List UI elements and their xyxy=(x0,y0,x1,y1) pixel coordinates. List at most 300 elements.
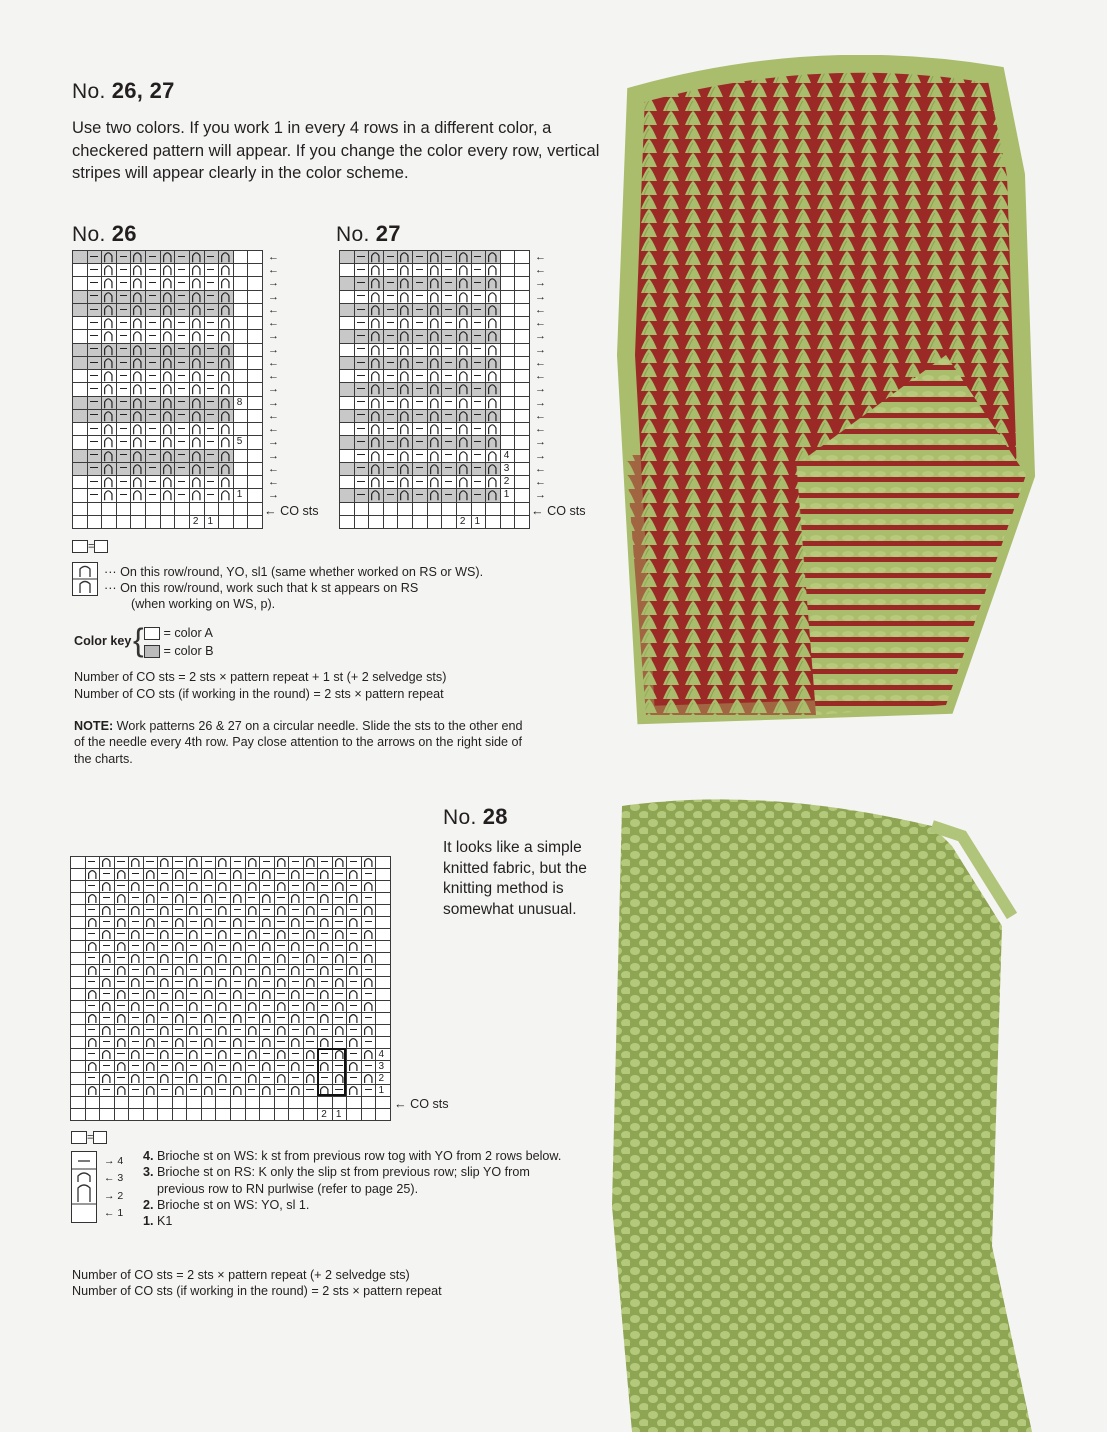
row-arrow: ← xyxy=(535,251,546,263)
brioche-arch-icon xyxy=(456,344,471,356)
chart-cell xyxy=(514,515,530,529)
chart-cell xyxy=(412,502,428,516)
chart-cell xyxy=(412,276,428,290)
dash-symbol xyxy=(277,1089,284,1090)
brioche-arch-icon xyxy=(160,423,175,435)
dash-symbol xyxy=(474,454,481,455)
brioche-arch-icon xyxy=(160,317,175,329)
dash-symbol xyxy=(120,494,127,495)
dash-symbol xyxy=(120,375,127,376)
dash-symbol xyxy=(103,945,110,946)
brioche-arch-icon xyxy=(101,277,116,289)
brioche-arch-icon xyxy=(456,436,471,448)
chart-cell xyxy=(514,316,530,330)
chart-cell xyxy=(368,502,384,516)
chart-cell xyxy=(174,356,190,370)
dash-symbol xyxy=(416,282,423,283)
brioche-arch-icon xyxy=(259,1085,274,1096)
chart-cell xyxy=(204,409,220,423)
brioche-arch-icon xyxy=(397,476,412,488)
brioche-arch-icon xyxy=(99,1025,114,1036)
dash-symbol xyxy=(335,873,342,874)
brioche-arch-icon xyxy=(218,463,233,475)
brioche-arch-icon xyxy=(186,1073,201,1084)
dash-symbol xyxy=(103,921,110,922)
chart-cell xyxy=(339,502,355,516)
chart-cell xyxy=(354,290,370,304)
dash-symbol xyxy=(132,1089,139,1090)
brioche-arch-icon xyxy=(218,330,233,342)
brioche-arch-icon xyxy=(230,1061,245,1072)
chart-cell xyxy=(412,356,428,370)
brioche-arch-icon xyxy=(172,893,187,904)
chart-cell xyxy=(441,303,457,317)
chart-cell xyxy=(204,475,220,489)
brioche-arch-icon xyxy=(368,291,383,303)
chart-cell xyxy=(339,303,355,317)
brioche-arch-icon xyxy=(397,304,412,316)
brioche-arch-icon xyxy=(259,893,274,904)
dash-symbol xyxy=(321,861,328,862)
dash-symbol xyxy=(132,1065,139,1066)
brioche-arch-icon xyxy=(230,965,245,976)
dash-symbol xyxy=(90,481,97,482)
brioche-arch-icon xyxy=(456,330,471,342)
brioche-arch-icon xyxy=(346,869,361,880)
brioche-arch-icon xyxy=(218,317,233,329)
chart-cell xyxy=(145,369,161,383)
dash-symbol xyxy=(178,282,185,283)
chart-cell xyxy=(339,343,355,357)
step-2 xyxy=(143,1197,613,1213)
dash-symbol xyxy=(387,481,394,482)
brioche-arch-icon xyxy=(485,291,500,303)
brioche-arch-icon xyxy=(101,410,116,422)
chart-cell xyxy=(514,329,530,343)
chart-cell xyxy=(354,435,370,449)
brioche-arch-icon xyxy=(157,905,172,916)
chart-cell xyxy=(72,329,88,343)
brioche-arch-icon xyxy=(317,1037,332,1048)
dash-symbol xyxy=(219,969,226,970)
dash-symbol xyxy=(387,282,394,283)
brioche-arch-icon xyxy=(130,291,145,303)
brioche-arch-icon xyxy=(114,941,129,952)
chart-cell xyxy=(354,409,370,423)
dash-symbol xyxy=(357,454,364,455)
chart-cell xyxy=(471,409,487,423)
brioche-arch-icon xyxy=(303,953,318,964)
chart-cell xyxy=(233,263,249,277)
chart-cell xyxy=(514,396,530,410)
dash-symbol xyxy=(248,1041,255,1042)
brioche-arch-icon xyxy=(130,330,145,342)
dash-symbol xyxy=(175,909,182,910)
chart-cell xyxy=(204,250,220,264)
brioche-arch-icon xyxy=(274,1025,289,1036)
dash-symbol xyxy=(207,282,214,283)
chart-cell xyxy=(233,356,249,370)
dash-symbol xyxy=(90,309,97,310)
dash-symbol xyxy=(335,897,342,898)
brioche-arch-icon xyxy=(427,357,442,369)
dash-symbol xyxy=(90,414,97,415)
dash-symbol xyxy=(416,335,423,336)
brioche-arch-icon xyxy=(456,476,471,488)
brioche-arch-icon xyxy=(130,410,145,422)
chart-cell xyxy=(145,263,161,277)
brioche-arch-icon xyxy=(85,1013,100,1024)
brioche-arch-icon xyxy=(130,397,145,409)
brioche-arch-icon xyxy=(346,965,361,976)
brioche-arch-icon xyxy=(397,423,412,435)
chart-cell xyxy=(130,502,146,516)
brioche-arch-icon xyxy=(346,989,361,1000)
brioche-arch-icon xyxy=(130,476,145,488)
chart-cell xyxy=(233,409,249,423)
brioche-arch-icon xyxy=(368,489,383,501)
repeat-box xyxy=(317,1048,346,1096)
chart-cell xyxy=(116,343,132,357)
dash-symbol xyxy=(445,494,452,495)
chart-cell xyxy=(72,462,88,476)
chart-cell xyxy=(128,1108,144,1121)
chart-cell xyxy=(204,303,220,317)
chart-cell xyxy=(354,488,370,502)
dash-symbol xyxy=(207,454,214,455)
step-4 xyxy=(143,1148,613,1164)
brioche-arch-icon xyxy=(114,1085,129,1096)
dash-symbol xyxy=(117,933,124,934)
brioche-arch-icon xyxy=(160,291,175,303)
dash-symbol xyxy=(120,256,127,257)
brioche-arch-icon xyxy=(114,893,129,904)
brioche-arch-icon xyxy=(274,857,289,868)
dash-symbol xyxy=(205,909,212,910)
dash-symbol xyxy=(350,885,357,886)
dash-symbol xyxy=(474,401,481,402)
brioche-arch-icon xyxy=(201,869,216,880)
chart-cell xyxy=(174,276,190,290)
chart-cell xyxy=(485,502,501,516)
brioche-arch-icon xyxy=(189,423,204,435)
chart-cell xyxy=(514,502,530,516)
row-arrow: → xyxy=(268,330,279,343)
legend-28-arrows xyxy=(104,1153,123,1222)
dash-symbol xyxy=(190,1017,197,1018)
chart-cell xyxy=(500,382,516,396)
chart-cell xyxy=(354,515,370,529)
dash-symbol xyxy=(207,335,214,336)
brioche-arch-icon xyxy=(303,1025,318,1036)
dash-symbol xyxy=(321,1029,328,1030)
dash-symbol xyxy=(350,909,357,910)
dash-symbol xyxy=(178,295,185,296)
title-prefix: No. xyxy=(336,223,370,246)
brioche-arch-icon xyxy=(485,450,500,462)
brioche-arch-icon xyxy=(85,1061,100,1072)
dash-symbol xyxy=(161,1017,168,1018)
dash-symbol xyxy=(88,1077,95,1078)
dash-symbol xyxy=(120,467,127,468)
dash-symbol xyxy=(416,362,423,363)
row-arrow: → xyxy=(268,436,279,449)
dash-symbol xyxy=(120,335,127,336)
dash-symbol xyxy=(205,1005,212,1006)
brioche-arch-icon xyxy=(172,941,187,952)
step-text: Brioche st on WS: YO, sl 1. xyxy=(157,1197,310,1212)
brioche-arch-icon xyxy=(160,450,175,462)
chart-cell xyxy=(145,396,161,410)
chart-cell xyxy=(87,449,103,463)
dash-symbol xyxy=(277,969,284,970)
brioche-arch-icon xyxy=(456,450,471,462)
brioche-arch-icon xyxy=(427,370,442,382)
brioche-arch-icon xyxy=(114,1061,129,1072)
brioche-arch-icon xyxy=(332,857,347,868)
brioche-arch-icon xyxy=(368,357,383,369)
dash-symbol xyxy=(445,481,452,482)
dash-symbol xyxy=(120,309,127,310)
brioche-arch-icon xyxy=(172,965,187,976)
dash-symbol xyxy=(248,897,255,898)
dash-symbol xyxy=(292,1029,299,1030)
chart-cell xyxy=(346,1108,362,1121)
chart-cell xyxy=(72,475,88,489)
dash-symbol xyxy=(103,993,110,994)
brioche-arch-icon xyxy=(368,463,383,475)
row-arrow: ← xyxy=(268,251,279,263)
dash-symbol xyxy=(149,375,156,376)
chart-cell xyxy=(204,356,220,370)
brioche-arch-icon xyxy=(485,317,500,329)
dash-symbol xyxy=(120,388,127,389)
chart-cell xyxy=(514,475,530,489)
row-arrow: ← xyxy=(268,264,279,277)
brioche-arch-icon xyxy=(172,917,187,928)
step-text: K1 xyxy=(157,1214,173,1229)
dash-symbol xyxy=(207,414,214,415)
brioche-arch-icon xyxy=(101,330,116,342)
dash-symbol xyxy=(335,921,342,922)
brioche-arch-icon xyxy=(201,893,216,904)
brioche-arch-icon xyxy=(427,344,442,356)
dash-symbol xyxy=(416,322,423,323)
brioche-arch-icon xyxy=(361,1073,376,1084)
dash-symbol xyxy=(474,494,481,495)
chart-cell xyxy=(339,475,355,489)
chart-cell xyxy=(87,343,103,357)
dash-symbol xyxy=(292,909,299,910)
chart-cell xyxy=(87,422,103,436)
brioche-arch-icon xyxy=(456,370,471,382)
chart-cell xyxy=(354,250,370,264)
chart-cell xyxy=(500,409,516,423)
chart-cell xyxy=(72,422,88,436)
chart-cell xyxy=(230,1108,246,1121)
brioche-arch-icon xyxy=(128,1025,143,1036)
dash-symbol xyxy=(335,945,342,946)
dash-symbol xyxy=(207,467,214,468)
brioche-arch-icon xyxy=(186,905,201,916)
chart-cell xyxy=(72,488,88,502)
brioche-arch-icon xyxy=(186,1025,201,1036)
dash-symbol xyxy=(350,1053,357,1054)
dash-symbol xyxy=(321,909,328,910)
dash-symbol xyxy=(178,269,185,270)
dash-symbol xyxy=(306,993,313,994)
brioche-arch-icon xyxy=(143,917,158,928)
chart-cell xyxy=(412,343,428,357)
brioche-arch-icon xyxy=(130,423,145,435)
chart-cell xyxy=(87,488,103,502)
dash-symbol xyxy=(474,388,481,389)
dash-symbol xyxy=(350,957,357,958)
dash-symbol xyxy=(292,1005,299,1006)
brioche-arch-icon xyxy=(99,857,114,868)
brioche-arch-icon xyxy=(215,857,230,868)
dash-symbol xyxy=(161,873,168,874)
dash-symbol xyxy=(277,921,284,922)
title-number: 26 xyxy=(111,221,137,246)
dash-symbol xyxy=(146,885,153,886)
brioche-arch-icon xyxy=(288,989,303,1000)
chart-cell xyxy=(87,316,103,330)
chart-cell xyxy=(397,515,413,529)
dash-symbol xyxy=(306,921,313,922)
row-arrow: → xyxy=(535,277,546,290)
dash-symbol xyxy=(161,1065,168,1066)
row-number: 4 xyxy=(378,1049,385,1060)
dash-symbol xyxy=(90,494,97,495)
chart-cell xyxy=(354,356,370,370)
chart-cell xyxy=(174,396,190,410)
brioche-arch-icon xyxy=(85,917,100,928)
chart-cell xyxy=(514,488,530,502)
chart-cell xyxy=(247,263,263,277)
dash-symbol xyxy=(474,362,481,363)
dash-symbol xyxy=(474,348,481,349)
dash-symbol xyxy=(149,256,156,257)
dash-symbol xyxy=(365,1065,372,1066)
dash-symbol xyxy=(205,933,212,934)
dash-symbol xyxy=(90,441,97,442)
chart-cell xyxy=(247,396,263,410)
brioche-arch-icon xyxy=(332,977,347,988)
dash-symbol xyxy=(146,933,153,934)
brioche-arch-icon xyxy=(456,264,471,276)
equals-sign: = xyxy=(87,1131,94,1144)
brioche-arch-icon xyxy=(230,1085,245,1096)
dash-symbol xyxy=(120,362,127,363)
chart-cell xyxy=(174,449,190,463)
dash-symbol xyxy=(207,256,214,257)
brioche-arch-icon xyxy=(288,869,303,880)
dash-symbol xyxy=(175,1053,182,1054)
row-arrow: ← xyxy=(268,370,279,383)
brioche-arch-icon xyxy=(427,291,442,303)
dash-symbol xyxy=(132,969,139,970)
chart-cell xyxy=(218,515,234,529)
chart-cell xyxy=(204,316,220,330)
chart-26-grid xyxy=(72,250,279,528)
dash-symbol xyxy=(117,861,124,862)
brioche-arch-icon xyxy=(346,941,361,952)
dash-symbol xyxy=(350,1029,357,1030)
chart-cell xyxy=(514,356,530,370)
chart-cell xyxy=(174,303,190,317)
chart-cell xyxy=(87,329,103,343)
note-label: NOTE: xyxy=(74,719,114,733)
chart-cell xyxy=(174,488,190,502)
dash-symbol xyxy=(149,335,156,336)
brioche-arch-icon xyxy=(160,383,175,395)
dash-symbol xyxy=(387,401,394,402)
dash-symbol xyxy=(132,945,139,946)
chart-cell xyxy=(354,462,370,476)
brioche-arch-icon xyxy=(245,1025,260,1036)
row-arrow: → xyxy=(535,396,546,409)
chart-cell xyxy=(145,435,161,449)
brioche-arch-icon xyxy=(274,1073,289,1084)
dash-symbol xyxy=(178,401,185,402)
dash-symbol xyxy=(234,909,241,910)
dash-symbol xyxy=(474,256,481,257)
dash-symbol xyxy=(219,1017,226,1018)
title-prefix: No. xyxy=(443,806,477,829)
dash-symbol xyxy=(205,861,212,862)
chart-cell xyxy=(383,449,399,463)
dash-symbol xyxy=(178,428,185,429)
brioche-arch-icon xyxy=(189,344,204,356)
brioche-arch-icon xyxy=(172,1037,187,1048)
chart-cell xyxy=(375,1108,391,1121)
brioche-arch-icon xyxy=(485,489,500,501)
chart-cell xyxy=(174,316,190,330)
dash-symbol xyxy=(90,256,97,257)
chart-cell xyxy=(99,1108,115,1121)
row-arrow: → xyxy=(535,330,546,343)
dash-symbol xyxy=(146,1077,153,1078)
brioche-arch-icon xyxy=(274,1049,289,1060)
brioche-arch-icon xyxy=(361,1001,376,1012)
brioche-arch-icon xyxy=(128,929,143,940)
dash-symbol xyxy=(175,1077,182,1078)
row-arrow: → xyxy=(535,449,546,462)
row-arrow: ← xyxy=(535,423,546,436)
chart-cell xyxy=(383,422,399,436)
brioche-arch-icon xyxy=(218,264,233,276)
brioche-arch-icon xyxy=(274,953,289,964)
chart-cell xyxy=(354,316,370,330)
empty-cell-icon xyxy=(72,540,88,553)
dash-symbol xyxy=(474,467,481,468)
dash-symbol xyxy=(445,322,452,323)
brioche-arch-icon xyxy=(259,1061,274,1072)
dash-symbol xyxy=(263,1005,270,1006)
dash-symbol xyxy=(207,441,214,442)
dash-symbol xyxy=(219,1065,226,1066)
dash-symbol xyxy=(474,295,481,296)
dash-symbol xyxy=(175,957,182,958)
brioche-arch-icon xyxy=(317,1013,332,1024)
dash-symbol xyxy=(445,414,452,415)
brioche-arch-icon xyxy=(218,410,233,422)
chart-cell xyxy=(354,276,370,290)
chart-cell xyxy=(339,396,355,410)
brioche-arch-icon xyxy=(368,264,383,276)
dash-symbol xyxy=(365,1041,372,1042)
